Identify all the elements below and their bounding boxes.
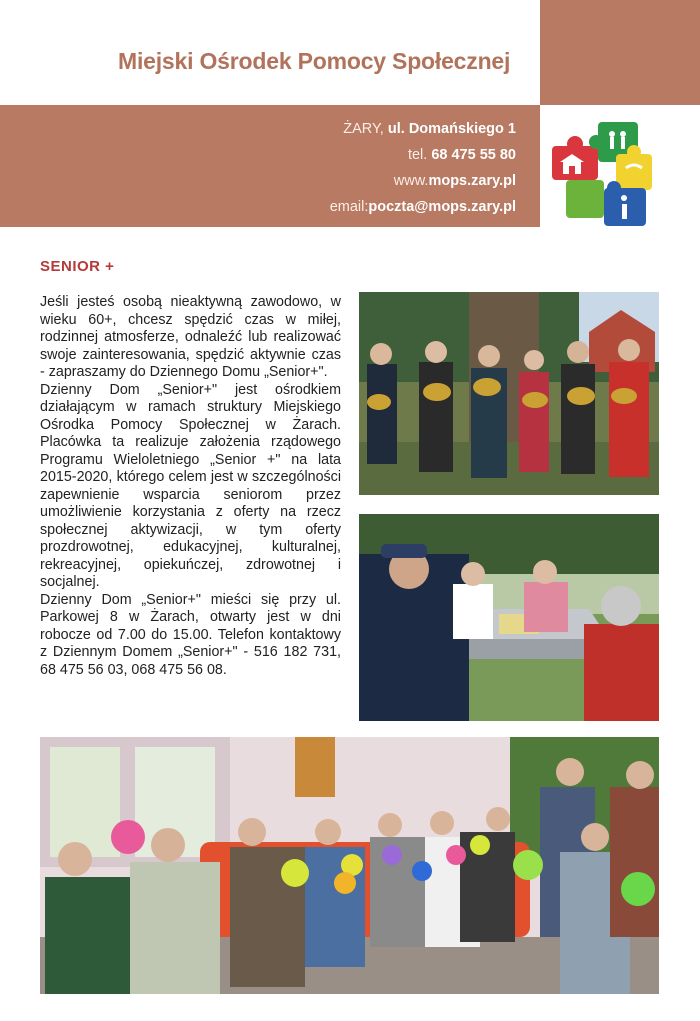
email-line[interactable]: email:poczta@mops.zary.pl: [329, 199, 516, 215]
paragraph: Jeśli jesteś osobą nieaktywną zawodowo, w wieku 60+, chcesz spędzić czas w miłej, rodzinnej atmosferze, odnaleźć lub realizować swoje zainteresowania, spędzić aktywnie czas - zapraszamy do Dziennego Domu „Senior+".: [40, 294, 341, 380]
section-title: SENIOR +: [40, 258, 115, 275]
header: [0, 0, 540, 105]
puzzle-logo-icon: [546, 118, 658, 230]
address-line: ŻARY, ul. Domańskiego 1: [343, 121, 516, 137]
corner-block: [540, 0, 700, 105]
paragraph: Dzienny Dom „Senior+" jest ośrodkiem działającym w ramach struktury Miejskiego Ośrodka Pomocy Społecznej w Żarach. Placówka ta realizuje założenia rządowego Programu Wieloletniego „Senior +" na lata 2015-2020, którego celem jest w szczególności zapewnienie wsparcia seniorom przez umożliwienie korzystania z oferty na rzecz społecznej aktywizacji, w tym oferty prozdrowotnej, edukacyjnej, kulturalnej, rekreacyjnej, opiekuńczej, zdrowotnej i socjalnej.: [40, 381, 341, 590]
phone-line: tel. 68 475 55 80: [407, 147, 516, 163]
paragraph: Dzienny Dom „Senior+" mieści się przy ul. Parkowej 8 w Żarach, otwarty jest w dni robocze od 7.00 do 15.00. Telefon kontaktowy z Dziennym Domem „Senior+" - 516 182 731, 68 475 56 03, 068 475 56 08.: [40, 591, 341, 678]
www-line[interactable]: www.mops.zary.pl: [393, 173, 516, 189]
photo-seniors-balloons-group: [40, 737, 659, 994]
page-title: Miejski Ośrodek Pomocy Społecznej: [118, 48, 511, 74]
photo-seniors-board-game: [359, 514, 659, 721]
photo-seniors-autumn-leaves: [359, 292, 659, 495]
article-text: [40, 294, 341, 679]
contact-bar: [0, 105, 540, 227]
